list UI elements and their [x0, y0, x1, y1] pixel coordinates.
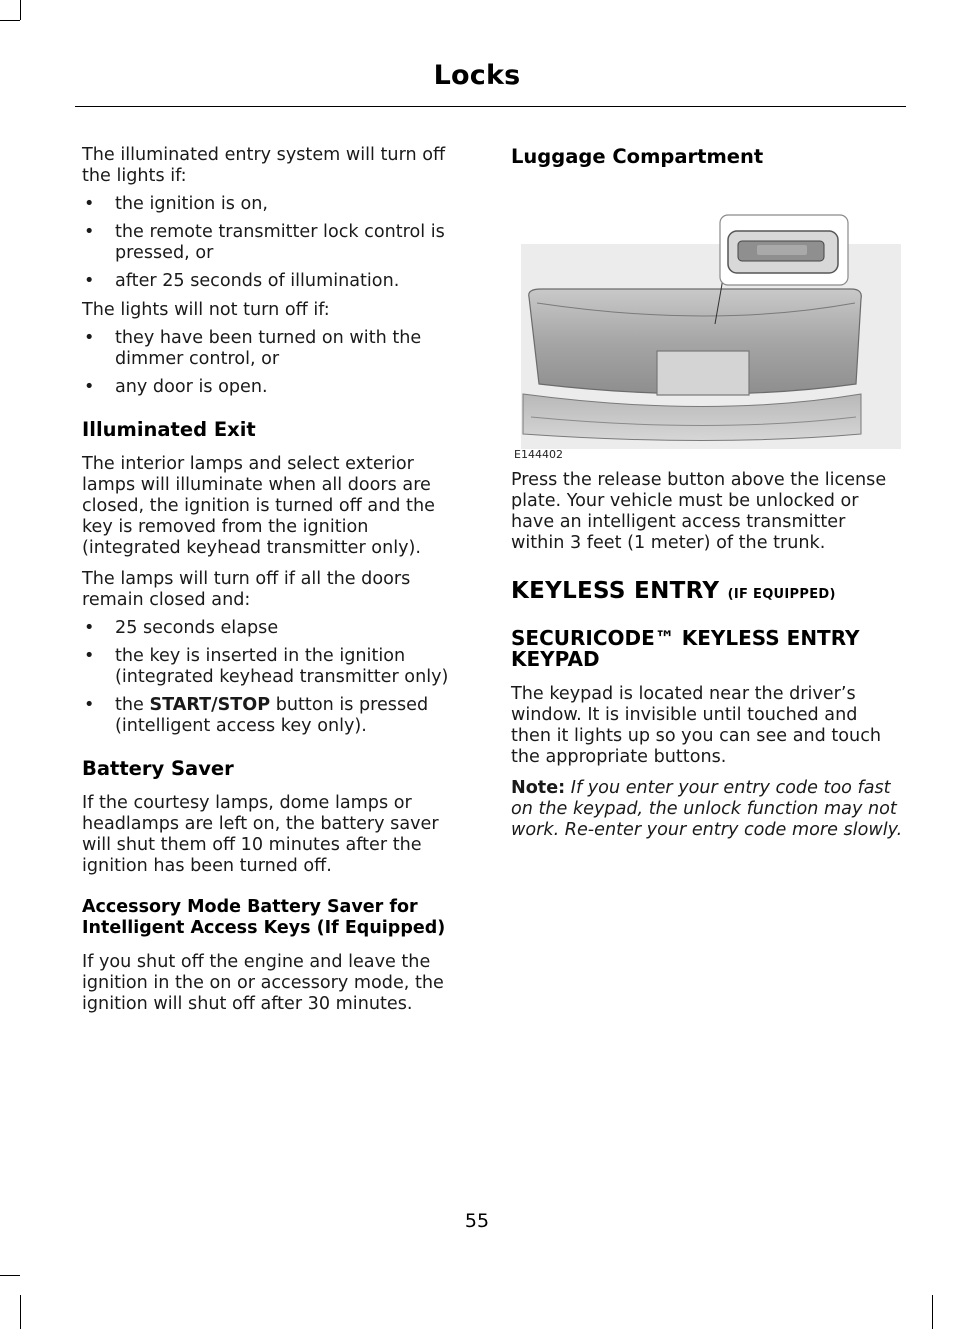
list-item: • 25 seconds elapse	[84, 618, 279, 638]
keypad-paragraph: The keypad is located near the driver’s window. It is invisible until touched and then it lights up so you can see and touch the appropriate buttons.	[511, 684, 882, 767]
trunk-illustration	[511, 179, 903, 449]
list-item: • they have been turned on with the dimmer control, or	[84, 328, 422, 369]
luggage-compartment-heading: Luggage Compartment	[511, 145, 764, 168]
securicode-heading: SECURICODE™ KEYLESS ENTRY KEYPAD	[511, 626, 860, 671]
list-item: • the remote transmitter lock control is pressed, or	[84, 222, 445, 263]
license-plate	[657, 351, 749, 395]
list-item: • the START/STOP button is pressed (intelligent access key only).	[84, 695, 429, 736]
figure-label: E144402	[514, 448, 563, 461]
turn-off-list	[82, 194, 467, 292]
list-item: • the key is inserted in the ignition (integrated keyhead transmitter only)	[84, 646, 449, 687]
accessory-mode-heading: Accessory Mode Battery Saver for Intelligent Access Keys (If Equipped)	[82, 897, 446, 938]
lamps-turn-off-paragraph: The lamps will turn off if all the doors remain closed and:	[82, 569, 411, 610]
illuminated-exit-paragraph: The interior lamps and select exterior lamps will illuminate when all doors are closed, the ignition is turned off and the key is removed from the ignition (integrated keyhead transmitter only).	[82, 454, 435, 558]
note-paragraph	[511, 778, 903, 841]
keyless-entry-heading: KEYLESS ENTRY (IF EQUIPPED)	[511, 578, 836, 604]
note-text: If you enter your entry code too fast on the keypad, the unlock function may not work. Re-enter your entry code more slowly.	[511, 778, 903, 840]
release-button-highlight	[757, 245, 807, 255]
accessory-mode-paragraph: If you shut off the engine and leave the ignition in the on or accessory mode, the ignition will shut off after 30 minutes.	[82, 952, 444, 1014]
right-column	[511, 145, 903, 841]
battery-saver-heading: Battery Saver	[82, 757, 234, 780]
start-stop-label: START/STOP	[149, 695, 271, 715]
crop-mark	[0, 1275, 20, 1276]
illuminated-exit-heading: Illuminated Exit	[82, 418, 256, 441]
intro-paragraph: The illuminated entry system will turn off the lights if:	[82, 145, 446, 186]
page-title: Locks	[433, 60, 521, 91]
header-rule	[75, 106, 906, 107]
list-item: • after 25 seconds of illumination.	[84, 271, 400, 291]
not-turn-off-list	[82, 328, 467, 398]
crop-mark	[932, 1295, 933, 1329]
note-label: Note:	[511, 778, 566, 798]
battery-saver-paragraph: If the courtesy lamps, dome lamps or headlamps are left on, the battery saver will shut them off 10 minutes after the ignition has been turned off.	[82, 793, 439, 876]
page-number: 55	[464, 1210, 490, 1232]
left-column	[82, 145, 467, 1015]
crop-mark	[0, 20, 20, 21]
if-equipped-label: (IF EQUIPPED)	[727, 587, 836, 602]
list-item: • the ignition is on,	[84, 194, 269, 214]
luggage-paragraph: Press the release button above the license plate. Your vehicle must be unlocked or have an intelligent access transmitter within 3 feet (1 meter) of the trunk.	[511, 470, 887, 553]
crop-mark	[20, 1295, 21, 1329]
list-item: • any door is open.	[84, 377, 268, 397]
crop-mark	[20, 0, 21, 20]
lamps-turn-off-list	[82, 618, 467, 737]
trunk-release-figure	[511, 179, 903, 459]
not-turn-off-paragraph: The lights will not turn off if:	[82, 300, 330, 320]
